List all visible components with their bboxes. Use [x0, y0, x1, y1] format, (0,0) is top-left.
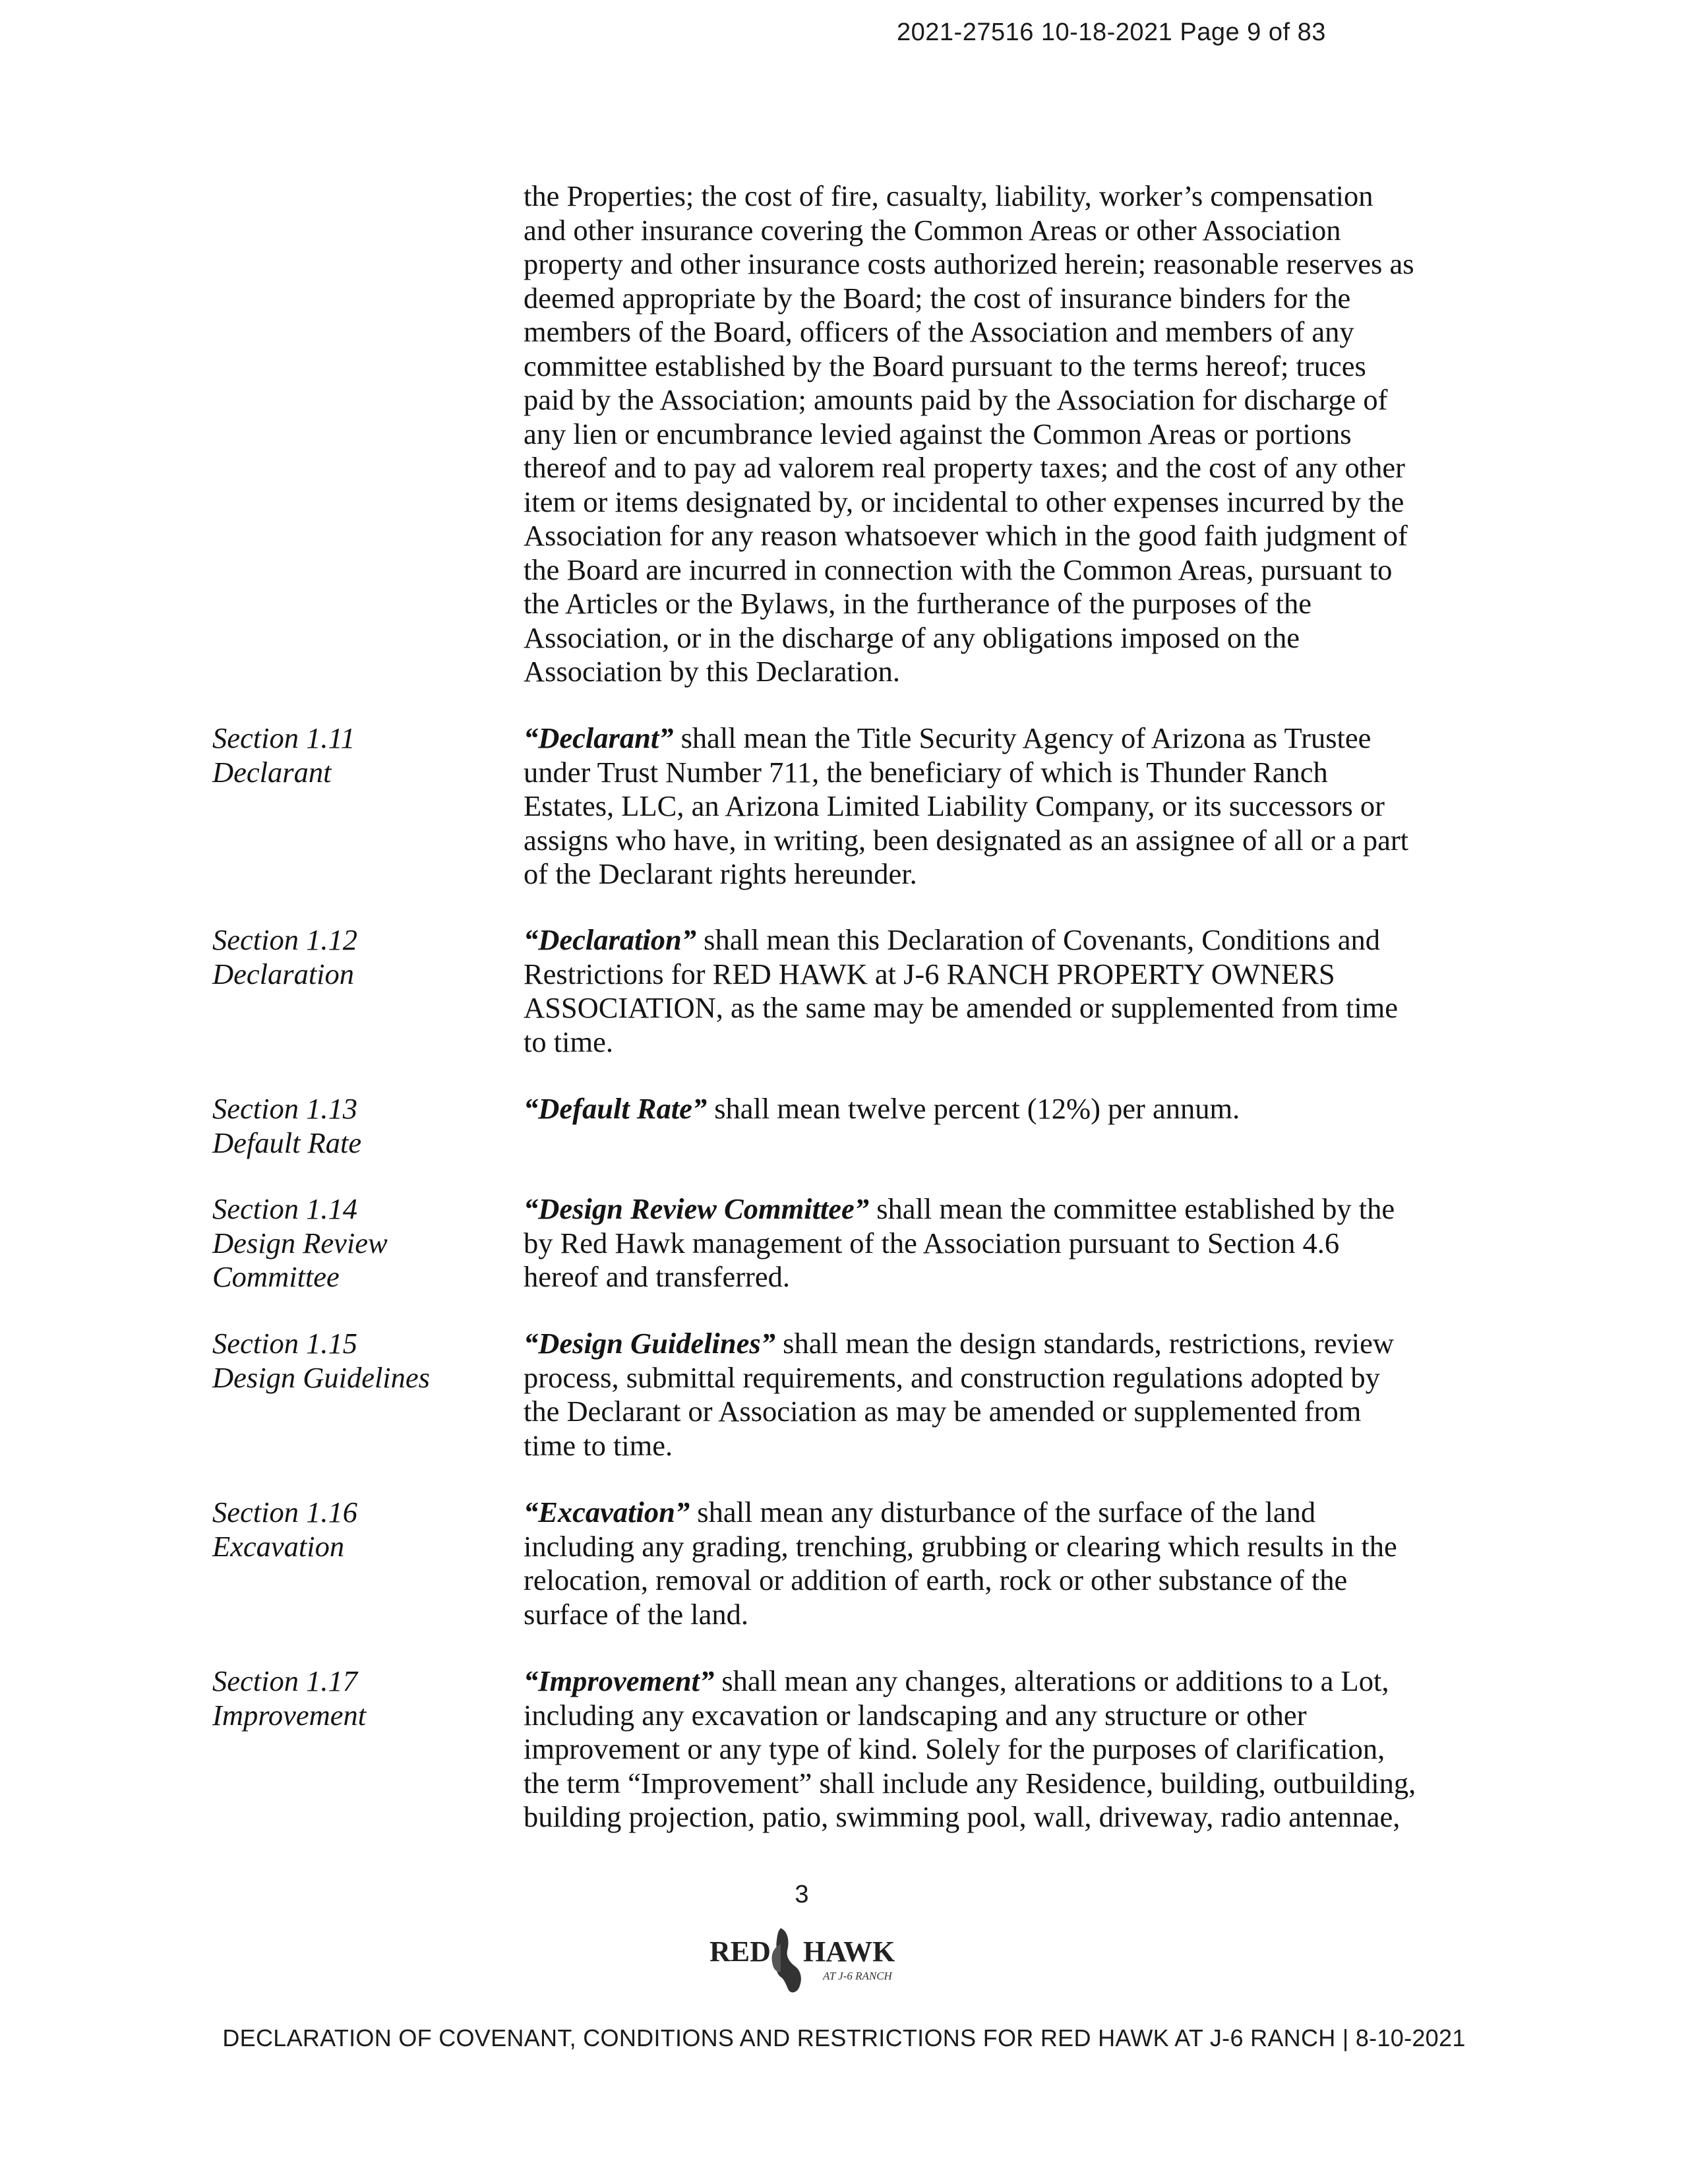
section-first-line	[524, 923, 1427, 957]
intro-line: thereof and to pay ad valorem real property taxes; and the cost of any other	[524, 451, 1405, 484]
intro-line: property and other insurance costs authorized herein; reasonable reserves as	[524, 247, 1414, 280]
defined-term: “Design Review Committee”	[524, 1192, 870, 1225]
logo-text-right: HAWK	[803, 1935, 895, 1968]
section-number: Section 1.11	[212, 721, 355, 754]
section-line: to time.	[524, 1025, 613, 1058]
section-line: assigns who have, in writing, been designated as an assignee of all or a part	[524, 823, 1409, 857]
document-footer: DECLARATION OF COVENANT, CONDITIONS AND RESTRICTIONS FOR RED HAWK AT J-6 RANCH | 8-10-2021	[222, 2024, 1466, 2051]
intro-line: deemed appropriate by the Board; the cost of insurance binders for the	[524, 281, 1351, 315]
section-label	[212, 1664, 489, 1732]
section-first-line	[524, 1496, 1427, 1530]
section-label	[212, 1496, 489, 1563]
section-line: by Red Hawk management of the Association pursuant to Section 4.6	[524, 1226, 1340, 1259]
section-first-line	[524, 1092, 1427, 1126]
logo-subtext: AT J-6 RANCH	[823, 1970, 892, 1982]
intro-line: committee established by the Board pursuant to the terms hereof; truces	[524, 349, 1366, 382]
section-number: Section 1.17	[212, 1664, 357, 1697]
section-first-line	[524, 1327, 1427, 1361]
intro-line: paid by the Association; amounts paid by the Association for discharge of	[524, 383, 1388, 416]
section-label	[212, 1192, 489, 1294]
section-line: process, submittal requirements, and construction regulations adopted by	[524, 1360, 1380, 1394]
section-line: relocation, removal or addition of earth, rock or other substance of the	[524, 1563, 1348, 1596]
section-title: Design Review	[212, 1226, 388, 1259]
definition-text: shall mean the committee established by the	[869, 1192, 1395, 1225]
section-body	[524, 1192, 1427, 1294]
definition-text: shall mean the Title Security Agency of Arizona as Trustee	[673, 721, 1372, 754]
section-label	[212, 1092, 489, 1160]
section-line: building projection, patio, swimming pool, wall, driveway, radio antennae,	[524, 1800, 1401, 1833]
definition-text: shall mean this Declaration of Covenants, Conditions and	[696, 923, 1380, 956]
section-line: Estates, LLC, an Arizona Limited Liability Company, or its successors or	[524, 789, 1385, 822]
section-line: including any grading, trenching, grubbing or clearing which results in the	[524, 1529, 1397, 1563]
intro-line: any lien or encumbrance levied against the Common Areas or portions	[524, 417, 1352, 450]
definition-text: shall mean any disturbance of the surface of the land	[690, 1496, 1316, 1529]
section-line: time to time.	[524, 1428, 673, 1462]
defined-term: “Design Guidelines”	[524, 1327, 775, 1360]
section-first-line	[524, 1664, 1427, 1699]
intro-line: members of the Board, officers of the Association and members of any	[524, 315, 1354, 348]
section-title: Declaration	[212, 957, 355, 990]
section-label	[212, 1327, 489, 1395]
defined-term: “Improvement”	[524, 1664, 715, 1697]
section-body	[524, 721, 1427, 892]
defined-term: “Default Rate”	[524, 1092, 708, 1125]
red-hawk-logo	[707, 1924, 905, 1997]
intro-line: the Board are incurred in connection with the Common Areas, pursuant to	[524, 553, 1393, 586]
section-first-line	[524, 1192, 1427, 1227]
section-line: including any excavation or landscaping and any structure or other	[524, 1698, 1307, 1732]
section-label	[212, 923, 489, 991]
section-title: Committee	[212, 1260, 340, 1293]
intro-line: and other insurance covering the Common Areas or other Association	[524, 213, 1341, 247]
section-first-line	[524, 721, 1427, 756]
section-line: of the Declarant rights hereunder.	[524, 857, 917, 890]
section-title: Default Rate	[212, 1126, 362, 1159]
section-label	[212, 721, 489, 789]
section-line: under Trust Number 711, the beneficiary of which is Thunder Ranch	[524, 755, 1328, 789]
section-body	[524, 923, 1427, 1059]
section-line: the Declarant or Association as may be amended or supplemented from	[524, 1395, 1362, 1428]
section-body	[524, 1327, 1427, 1463]
intro-paragraph	[524, 179, 1427, 689]
intro-line: the Properties; the cost of fire, casualty, liability, worker’s compensation	[524, 179, 1373, 212]
definition-text: shall mean the design standards, restrictions, review	[775, 1327, 1394, 1360]
intro-line: Association, or in the discharge of any obligations imposed on the	[524, 621, 1300, 654]
logo-text-left: RED	[709, 1935, 771, 1968]
section-number: Section 1.14	[212, 1192, 357, 1225]
intro-line: Association for any reason whatsoever which in the good faith judgment of	[524, 519, 1408, 552]
section-line: ASSOCIATION, as the same may be amended or supplemented from time	[524, 991, 1399, 1024]
section-line: improvement or any type of kind. Solely for the purposes of clarification,	[524, 1732, 1385, 1765]
recording-stamp: 2021-27516 10-18-2021 Page 9 of 83	[897, 18, 1326, 46]
intro-line: the Articles or the Bylaws, in the furtherance of the purposes of the	[524, 587, 1311, 620]
defined-term: “Declarant”	[524, 721, 674, 754]
definition-text: shall mean any changes, alterations or additions to a Lot,	[714, 1664, 1389, 1697]
section-body	[524, 1664, 1427, 1835]
section-body	[524, 1092, 1427, 1126]
definition-text: shall mean twelve percent (12%) per annum.	[707, 1092, 1240, 1125]
intro-line: item or items designated by, or incidental to other expenses incurred by the	[524, 485, 1404, 518]
section-title: Design Guidelines	[212, 1360, 430, 1394]
section-body	[524, 1496, 1427, 1631]
intro-line: Association by this Declaration.	[524, 655, 900, 688]
section-line: hereof and transferred.	[524, 1260, 790, 1293]
section-line: Restrictions for RED HAWK at J-6 RANCH PROPERTY OWNERS	[524, 957, 1335, 990]
defined-term: “Declaration”	[524, 923, 697, 956]
defined-term: “Excavation”	[524, 1496, 690, 1529]
section-title: Excavation	[212, 1529, 345, 1563]
section-number: Section 1.12	[212, 923, 357, 956]
section-title: Improvement	[212, 1698, 367, 1732]
section-line: surface of the land.	[524, 1597, 749, 1631]
page-number: 3	[795, 1881, 809, 1908]
section-number: Section 1.13	[212, 1092, 357, 1125]
section-number: Section 1.15	[212, 1327, 357, 1360]
section-title: Declarant	[212, 755, 332, 789]
section-number: Section 1.16	[212, 1496, 357, 1529]
hawk-wing-icon	[772, 1944, 781, 1972]
section-line: the term “Improvement” shall include any Residence, building, outbuilding,	[524, 1766, 1416, 1800]
